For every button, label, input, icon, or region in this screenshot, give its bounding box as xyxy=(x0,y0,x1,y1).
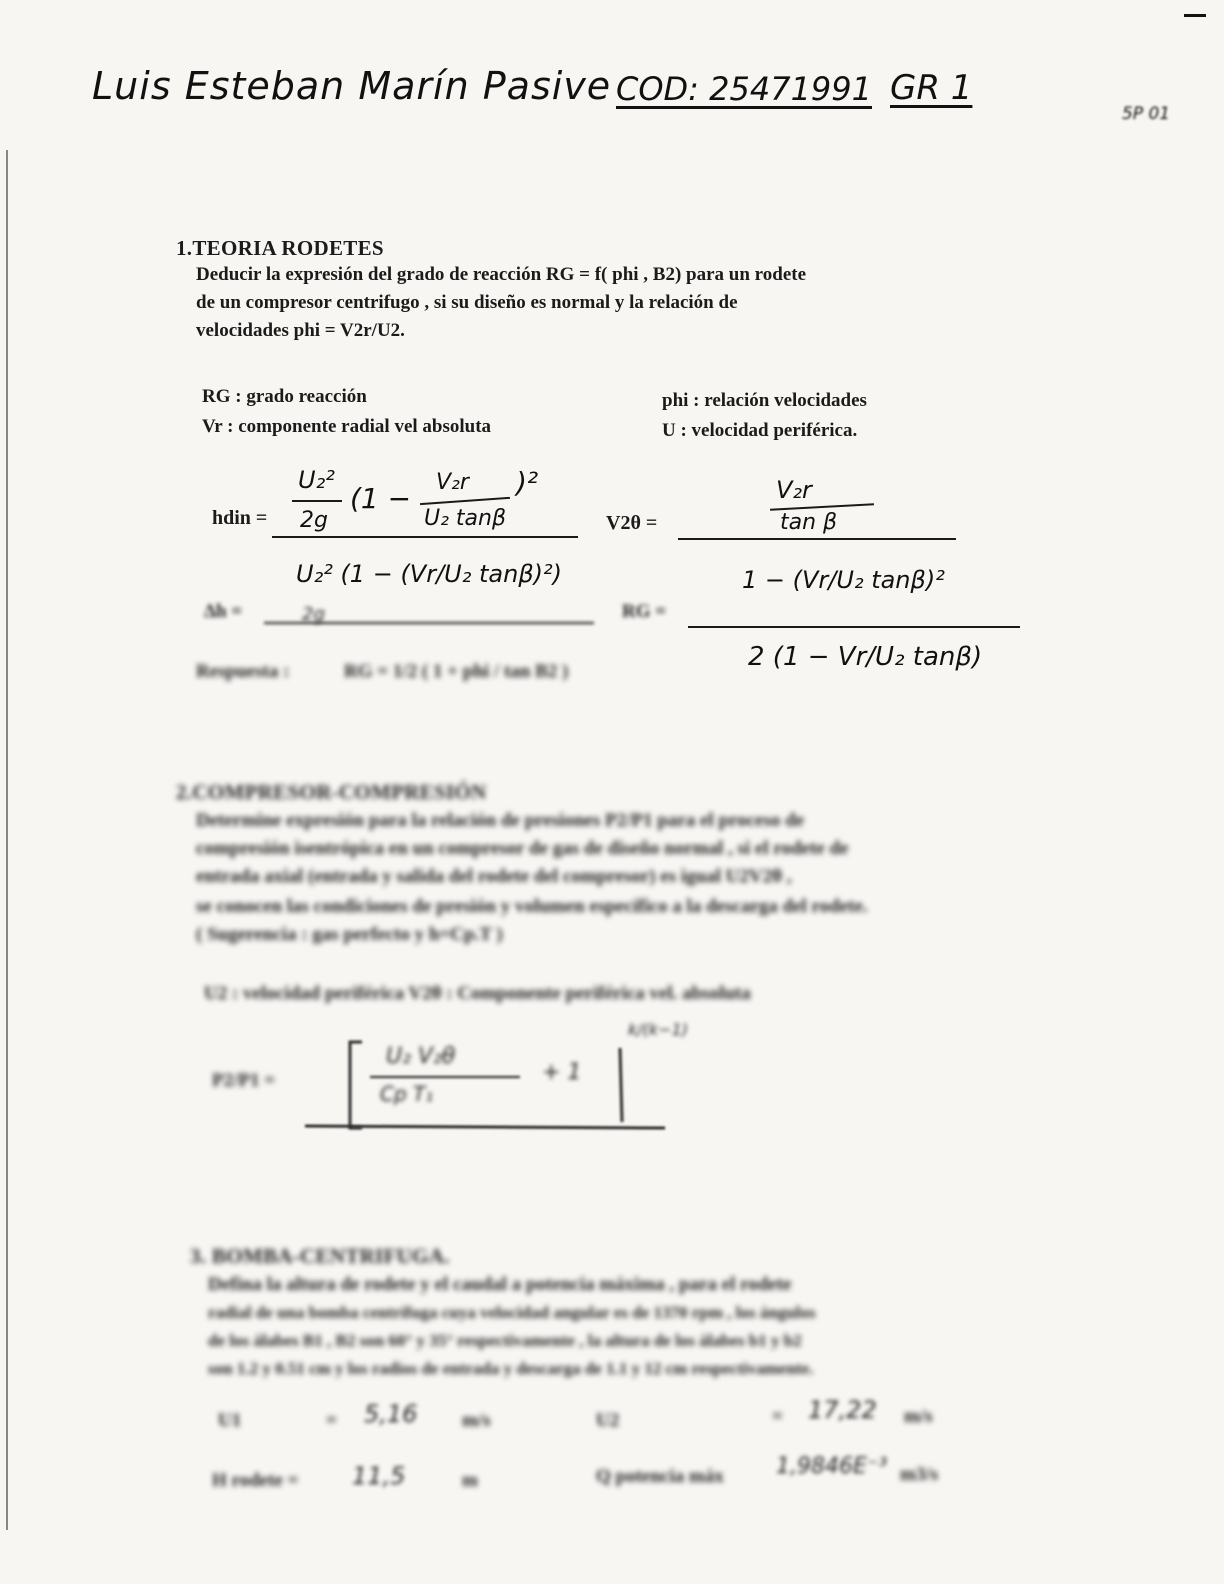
hdin-paren-close: )² xyxy=(516,466,539,499)
h-unit: m xyxy=(462,1470,478,1491)
scan-corner-mark xyxy=(1184,14,1206,17)
v2th-label: V2θ = xyxy=(606,512,658,534)
dh-denominator: 2g xyxy=(302,604,325,625)
p-ratio-bracket xyxy=(300,1030,690,1140)
hdin-label: hdin = xyxy=(212,507,268,529)
q1-def-u: U : velocidad periférica. xyxy=(662,420,858,441)
u2-equals: = xyxy=(772,1406,783,1427)
p-ratio-frac-bar xyxy=(370,1076,520,1078)
group-label xyxy=(890,68,972,108)
p-ratio-exponent: k/(k−1) xyxy=(628,1020,688,1039)
q1-statement-line-2: de un compresor centrifugo , si su diseño es normal y la relación de xyxy=(196,292,738,313)
q3-title: 3. BOMBA-CENTRIFUGA. xyxy=(190,1244,450,1268)
q2-definitions: U2 : velocidad periférica V2θ : Componente periférica vel. absoluta xyxy=(204,983,751,1004)
q3-statement-line-2: radial de una bomba centrífuga cuya velocidad angular es de 1370 rpm , los ángulos xyxy=(208,1303,816,1322)
q1-statement-line-1: Deducir la expresión del grado de reacción RG = f( phi , B2) para un rodete xyxy=(196,264,807,285)
hdin-paren-open: (1 − xyxy=(350,482,412,515)
q-label: Q potencia máx xyxy=(596,1466,724,1487)
p-ratio-numerator: U₂ V₂θ xyxy=(386,1044,456,1069)
q3-statement-line-1: Defina la altura de rodete y el caudal a potencia máxima , para el rodete xyxy=(208,1274,792,1295)
u1-value: 5,16 xyxy=(364,1400,418,1428)
u2-label: U2 xyxy=(596,1410,620,1431)
u1-unit: m/s xyxy=(462,1410,491,1431)
q2-statement-line-4: se conocen las condiciones de presión y volumen específico a la descarga del rodete. xyxy=(196,896,868,917)
q-unit: m3/s xyxy=(900,1464,938,1485)
q3-statement-line-4: son 1.2 y 0.51 cm y los radios de entrada y descarga de 1.1 y 12 cm respectivamente. xyxy=(208,1359,814,1378)
hdin-denominator: 2g xyxy=(300,508,328,533)
u2-value: 17,22 xyxy=(808,1396,877,1424)
q3-statement-line-3: de los álabes B1 , B2 son 60° y 35° respectivamente , la altura de los álabes b1 y b2 xyxy=(208,1331,802,1350)
h-value: 11,5 xyxy=(352,1462,406,1490)
dh-label: Δh = xyxy=(204,601,243,622)
student-name: Luis Esteban Marín Pasive xyxy=(92,64,612,108)
q-value: 1,9846E⁻³ xyxy=(776,1454,888,1479)
q1-answer-label: Respuesta : xyxy=(196,661,290,682)
v2th-answer-line xyxy=(678,538,956,540)
scan-left-edge xyxy=(6,150,8,1530)
group-value: GR 1 xyxy=(890,68,973,108)
v2th-denominator: tan β xyxy=(780,510,838,535)
v2th-numerator: V₂r xyxy=(776,476,812,504)
rg-numerator: 1 − (Vr/U₂ tanβ)² xyxy=(742,566,945,594)
q2-statement-line-3: entrada axial (entrada y salida del rodete del compresor) es igual U2V2θ , xyxy=(196,866,792,887)
rg-label: RG = xyxy=(622,601,667,622)
hdin-inner-bar xyxy=(420,497,510,505)
q1-answer-value: RG = 1/2 ( 1 + phi / tan B2 ) xyxy=(344,661,569,682)
q2-statement-line-2: compresión isentrópica en un compresor de gas de diseño normal , si el rodete de xyxy=(196,838,849,859)
hdin-numerator: U₂² xyxy=(298,466,335,494)
rg-frac-bar xyxy=(688,626,1020,628)
corner-note: 5P 01 xyxy=(1122,104,1171,124)
q2-statement-line-5: ( Sugerencia : gas perfecto y h=Cp.T ) xyxy=(196,924,503,945)
q1-def-vr: Vr : componente radial vel absoluta xyxy=(202,416,492,437)
q2-statement-line-1: Determine expresión para la relación de presiones P2/P1 para el proceso de xyxy=(196,810,805,831)
student-code: COD: 25471991 xyxy=(616,70,872,108)
hdin-inner-numerator: V₂r xyxy=(436,470,469,495)
q1-def-phi: phi : relación velocidades xyxy=(662,390,867,411)
p-ratio-label: P2/P1 = xyxy=(212,1070,276,1091)
q1-def-rg: RG : grado reacción xyxy=(202,386,367,407)
q2-title: 2.COMPRESOR-COMPRESIÓN xyxy=(176,780,487,804)
dh-numerator: U₂² (1 − (Vr/U₂ tanβ)²) xyxy=(296,560,562,588)
q1-title: 1.TEORIA RODETES xyxy=(176,236,384,260)
u1-equals: = xyxy=(326,1410,337,1431)
hdin-frac-bar xyxy=(292,500,342,502)
hdin-inner-denominator: U₂ tanβ xyxy=(424,506,507,531)
u1-label: U1 xyxy=(218,1410,242,1431)
q1-statement-line-3: velocidades phi = V2r/U2. xyxy=(196,320,405,341)
p-ratio-denominator: Cp T₁ xyxy=(380,1082,434,1106)
hdin-answer-line xyxy=(272,536,578,538)
p-ratio-plus-one: + 1 xyxy=(542,1060,582,1085)
rg-denominator: 2 (1 − Vr/U₂ tanβ) xyxy=(748,642,983,672)
u2-unit: m/s xyxy=(904,1406,933,1427)
h-label: H rodete = xyxy=(212,1470,299,1491)
